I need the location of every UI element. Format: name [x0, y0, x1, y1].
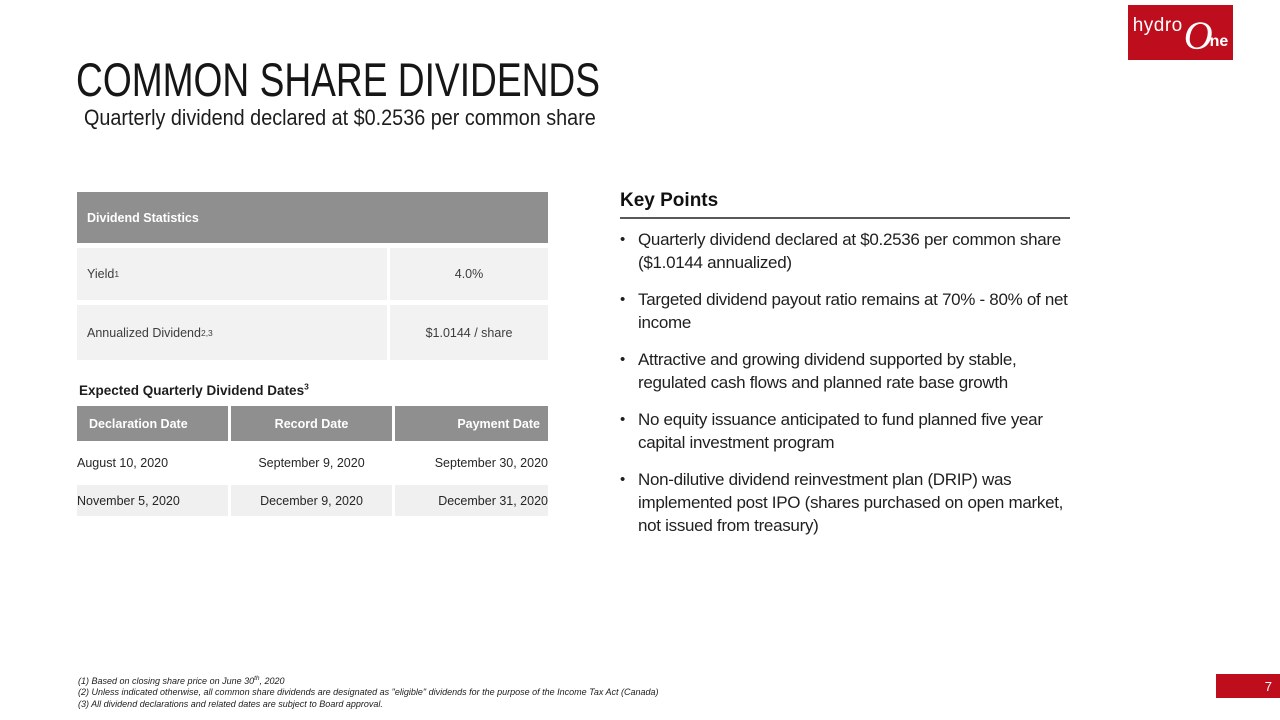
stat-label-text: Annualized Dividend [87, 325, 201, 340]
footnote-text: (1) Based on closing share price on June 30 [78, 676, 255, 686]
page-number-badge [1216, 674, 1280, 698]
list-item: • No equity issuance anticipated to fund planned five year capital investment program [620, 408, 1082, 454]
key-points-list [620, 228, 1082, 537]
table-cell: September 9, 2020 [231, 441, 392, 485]
table-row [77, 441, 548, 485]
footnote-3: (3) All dividend declarations and related dates are subject to Board approval. [78, 698, 383, 709]
page-number: 7 [1264, 678, 1272, 694]
footnote-2: (2) Unless indicated otherwise, all common share dividends are designated as "eligible" dividends for the purpose of the Income Tax Act (Canada) [78, 687, 659, 698]
list-item: • Targeted dividend payout ratio remains at 70% - 80% of net income [620, 288, 1082, 334]
hydro-one-logo [1128, 5, 1233, 60]
table-row [77, 485, 548, 516]
footnote-1 [78, 676, 659, 687]
list-item: • Non-dilutive dividend reinvestment plan (DRIP) was implemented post IPO (shares purchased on open market, not issued from treasury) [620, 468, 1082, 537]
column-header-record-date: Record Date [231, 406, 392, 441]
dividend-statistics-table [77, 192, 548, 360]
dates-table-title [79, 383, 309, 398]
key-points-heading: Key Points [620, 190, 1070, 219]
table-cell: September 30, 2020 [395, 441, 548, 485]
logo-text-o: O [1183, 12, 1213, 58]
dates-title-text: Expected Quarterly Dividend Dates [79, 383, 305, 398]
table-cell: August 10, 2020 [77, 441, 228, 485]
ordinal-suffix: th [254, 675, 260, 682]
logo-text-ne: ne [1209, 32, 1229, 50]
footnote-marker: 3 [304, 381, 309, 392]
table-cell: December 9, 2020 [231, 485, 392, 516]
footnote-text: , 2020 [259, 676, 285, 686]
footnotes [78, 676, 659, 710]
stat-value-annualized-dividend: $1.0144 / share [390, 305, 548, 360]
slide-title: COMMON SHARE DIVIDENDS [76, 53, 600, 106]
slide-subtitle: Quarterly dividend declared at $0.2536 per common share [84, 105, 596, 130]
stat-label-text: Yield [87, 267, 115, 281]
list-item: • Quarterly dividend declared at $0.2536 per common share ($1.0144 annualized) [620, 228, 1082, 274]
list-item: • Attractive and growing dividend supported by stable, regulated cash flows and planned rate base growth [620, 348, 1082, 394]
stats-table-header: Dividend Statistics [77, 192, 548, 243]
column-header-declaration-date: Declaration Date [77, 406, 228, 441]
column-header-payment-date: Payment Date [395, 406, 548, 441]
stat-value-yield: 4.0% [390, 248, 548, 300]
table-cell: November 5, 2020 [77, 485, 228, 516]
stat-label-annualized-dividend: Annualized Dividend 2,3 [77, 305, 387, 360]
key-points-section [620, 190, 1084, 551]
logo-text-hydro: hydro [1132, 14, 1183, 36]
table-cell: December 31, 2020 [395, 485, 548, 516]
table-row [77, 305, 548, 360]
table-row [77, 248, 548, 300]
stat-label-yield: Yield 1 [77, 248, 387, 300]
dividend-dates-table [77, 406, 548, 516]
table-header-row [77, 406, 548, 441]
